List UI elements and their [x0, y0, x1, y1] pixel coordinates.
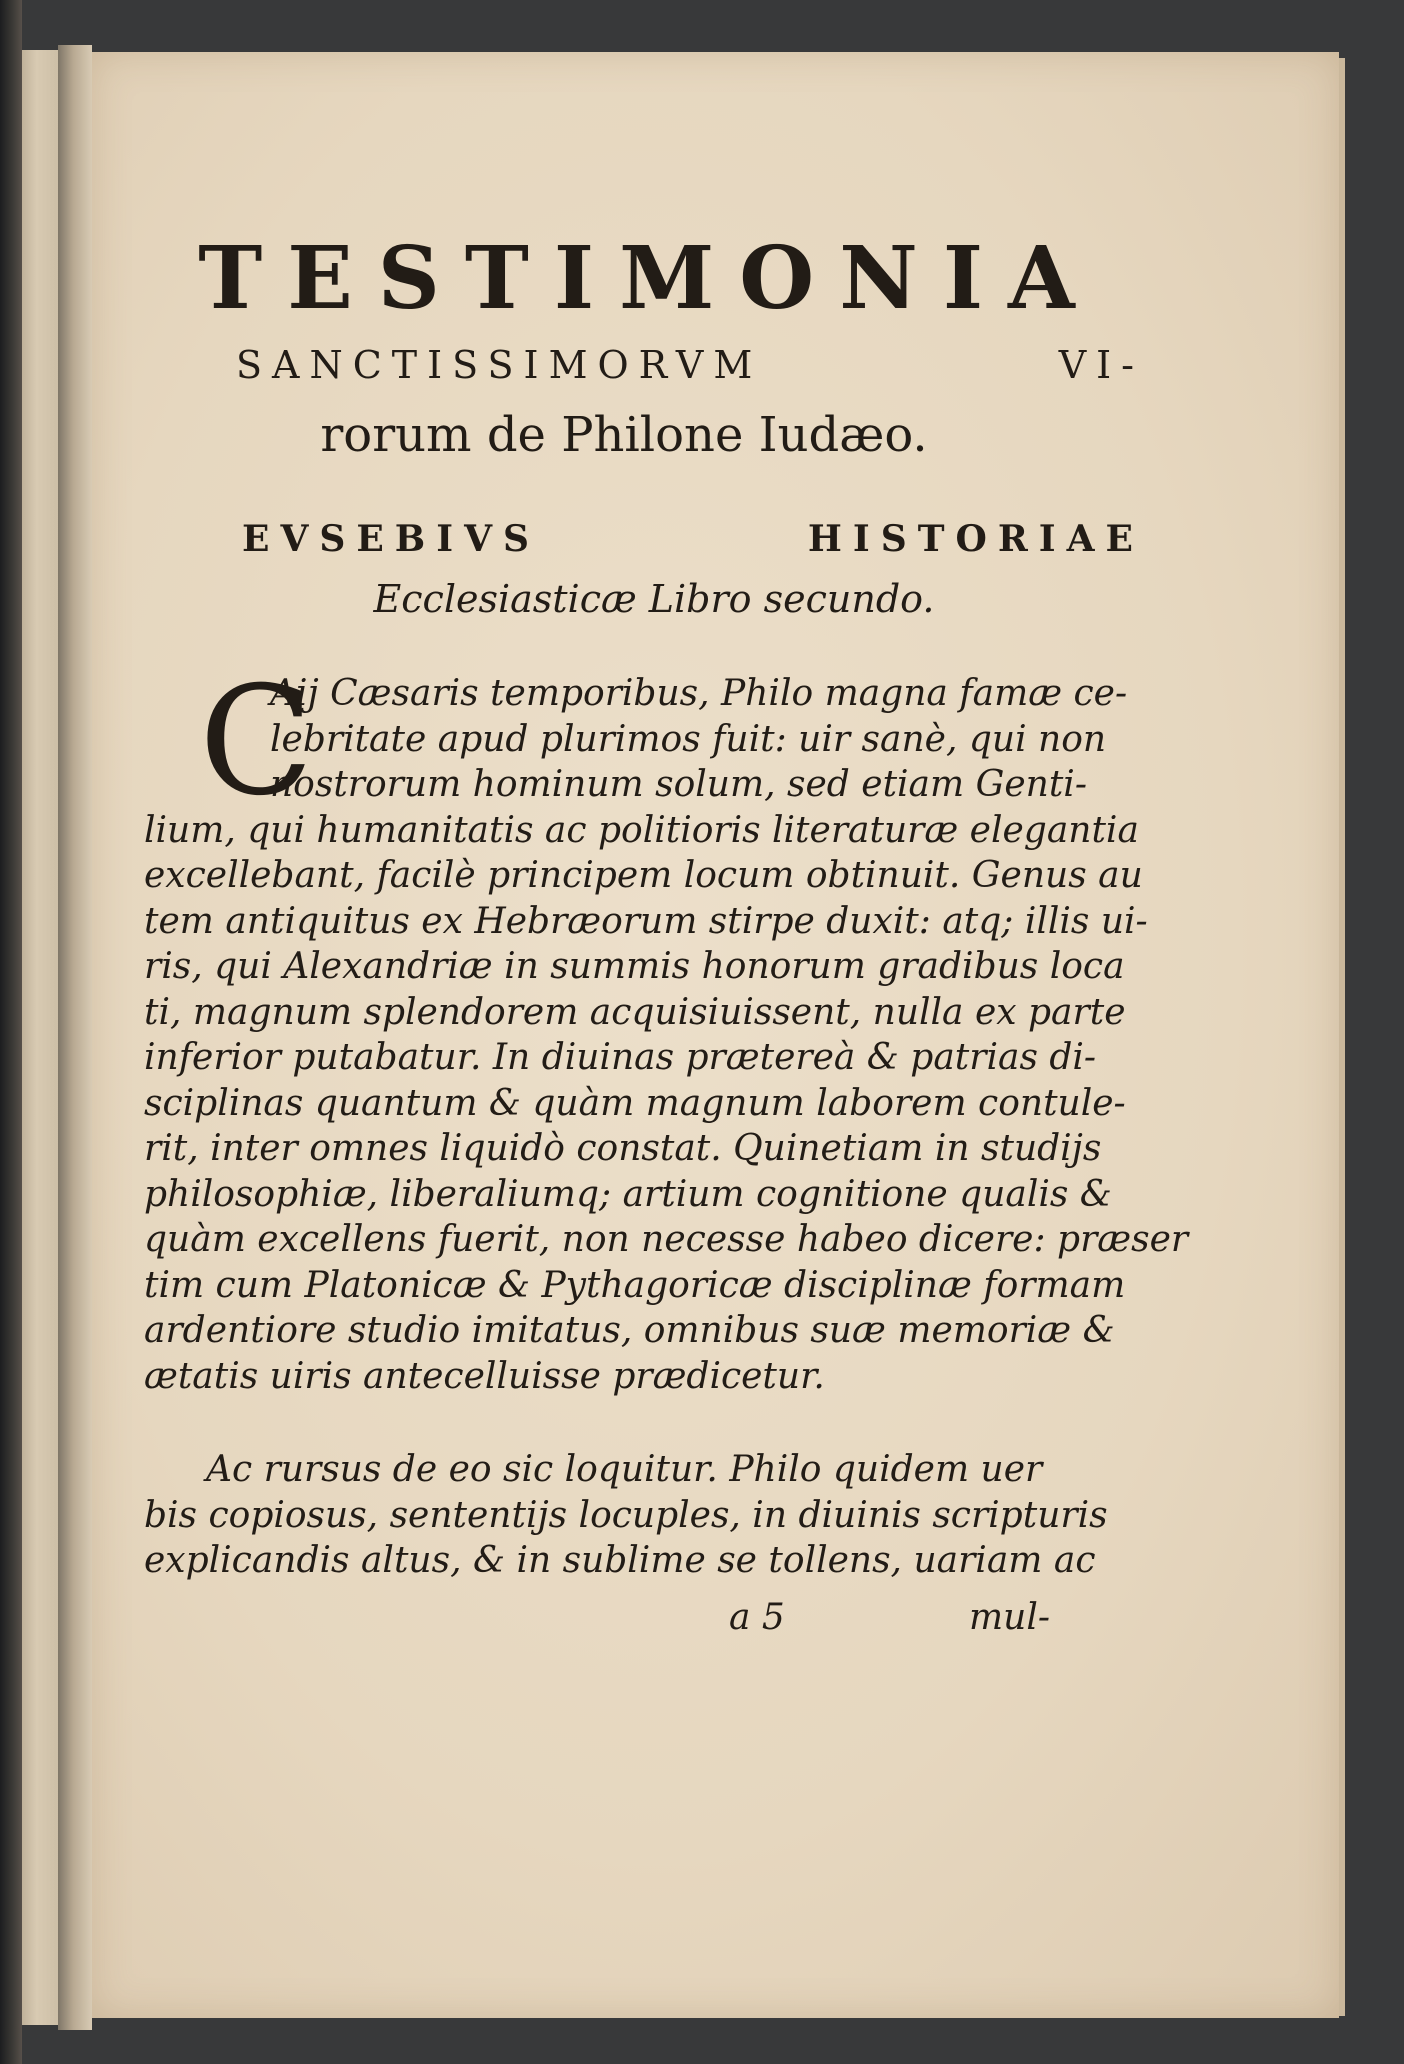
subtitle-line-1	[144, 331, 1144, 399]
text-line: Ac rursus de eo sic loquitur. Philo quidem uer	[206, 1449, 1043, 1490]
text-line: bis copiosus, sententijs locuples, in diuinis scripturis	[144, 1494, 1108, 1536]
page-content	[144, 227, 1189, 1648]
subtitle-line-2: rorum de Philone Iudæo.	[320, 407, 928, 463]
signature-mark: a 5	[729, 1596, 785, 1638]
text-line: lebritate apud plurimos fuit: uir sanè, qui non	[270, 718, 1107, 760]
book-binding	[0, 0, 22, 2064]
text-line: inferior putabatur. In diuinas prætereà & patrias di-	[144, 1037, 1097, 1078]
text-line: Aij Cæsaris temporibus, Philo magna famæ ce-	[270, 673, 1128, 714]
gutter-shadow	[58, 45, 92, 2030]
section-subheading: Ecclesiasticæ Libro secundo.	[373, 577, 935, 621]
book-page	[92, 52, 1339, 2018]
text-line: explicandis altus, & in sublime se tollens, uariam ac	[144, 1540, 1096, 1581]
page-title: TESTIMONIA	[198, 228, 1100, 329]
page-edge	[1339, 58, 1345, 2016]
body-text	[144, 655, 1189, 1584]
facing-page-edge	[22, 50, 59, 2025]
section-heading-right: HISTORIAE	[807, 518, 1144, 560]
section-heading-left: EVSEBIVS	[242, 518, 541, 560]
text-line: quàm excellens fuerit, non necesse habeo dicere: præser	[144, 1219, 1189, 1260]
subtitle-right: VI-	[1058, 343, 1144, 387]
text-line: sciplinas quantum & quàm magnum laborem contule-	[144, 1082, 1126, 1124]
text-line: ætatis uiris antecelluisse prædicetur.	[144, 1355, 825, 1397]
section-heading	[144, 509, 1144, 569]
text-line: rit, inter omnes liquidò constat. Quinetiam in studijs	[144, 1128, 1102, 1169]
text-line: philosophiæ, liberaliumq; artium cognitione qualis &	[144, 1173, 1112, 1215]
page-footer	[144, 1588, 1144, 1648]
text-line: ti, magnum splendorem acquisiuissent, nulla ex parte	[144, 991, 1126, 1033]
catchword: mul-	[969, 1596, 1050, 1638]
text-line: lium, qui humanitatis ac politioris literaturæ elegantia	[144, 809, 1139, 851]
text-line: ris, qui Alexandriæ in summis honorum gradibus loca	[144, 946, 1125, 987]
text-line: excellebant, facilè principem locum obtinuit. Genus au	[144, 855, 1143, 896]
paragraph-2	[144, 1447, 1144, 1584]
text-line: nostrorum hominum solum, sed etiam Genti-	[270, 764, 1087, 805]
text-line: tem antiquitus ex Hebræorum stirpe duxit: atq; illis ui-	[144, 900, 1148, 942]
text-line: ardentiore studio imitatus, omnibus suæ memoriæ &	[144, 1310, 1115, 1351]
drop-cap: C	[199, 655, 314, 829]
subtitle-left: SANCTISSIMORVM	[236, 343, 763, 387]
text-line: tim cum Platonicæ & Pythagoricæ disciplinæ formam	[144, 1264, 1126, 1306]
